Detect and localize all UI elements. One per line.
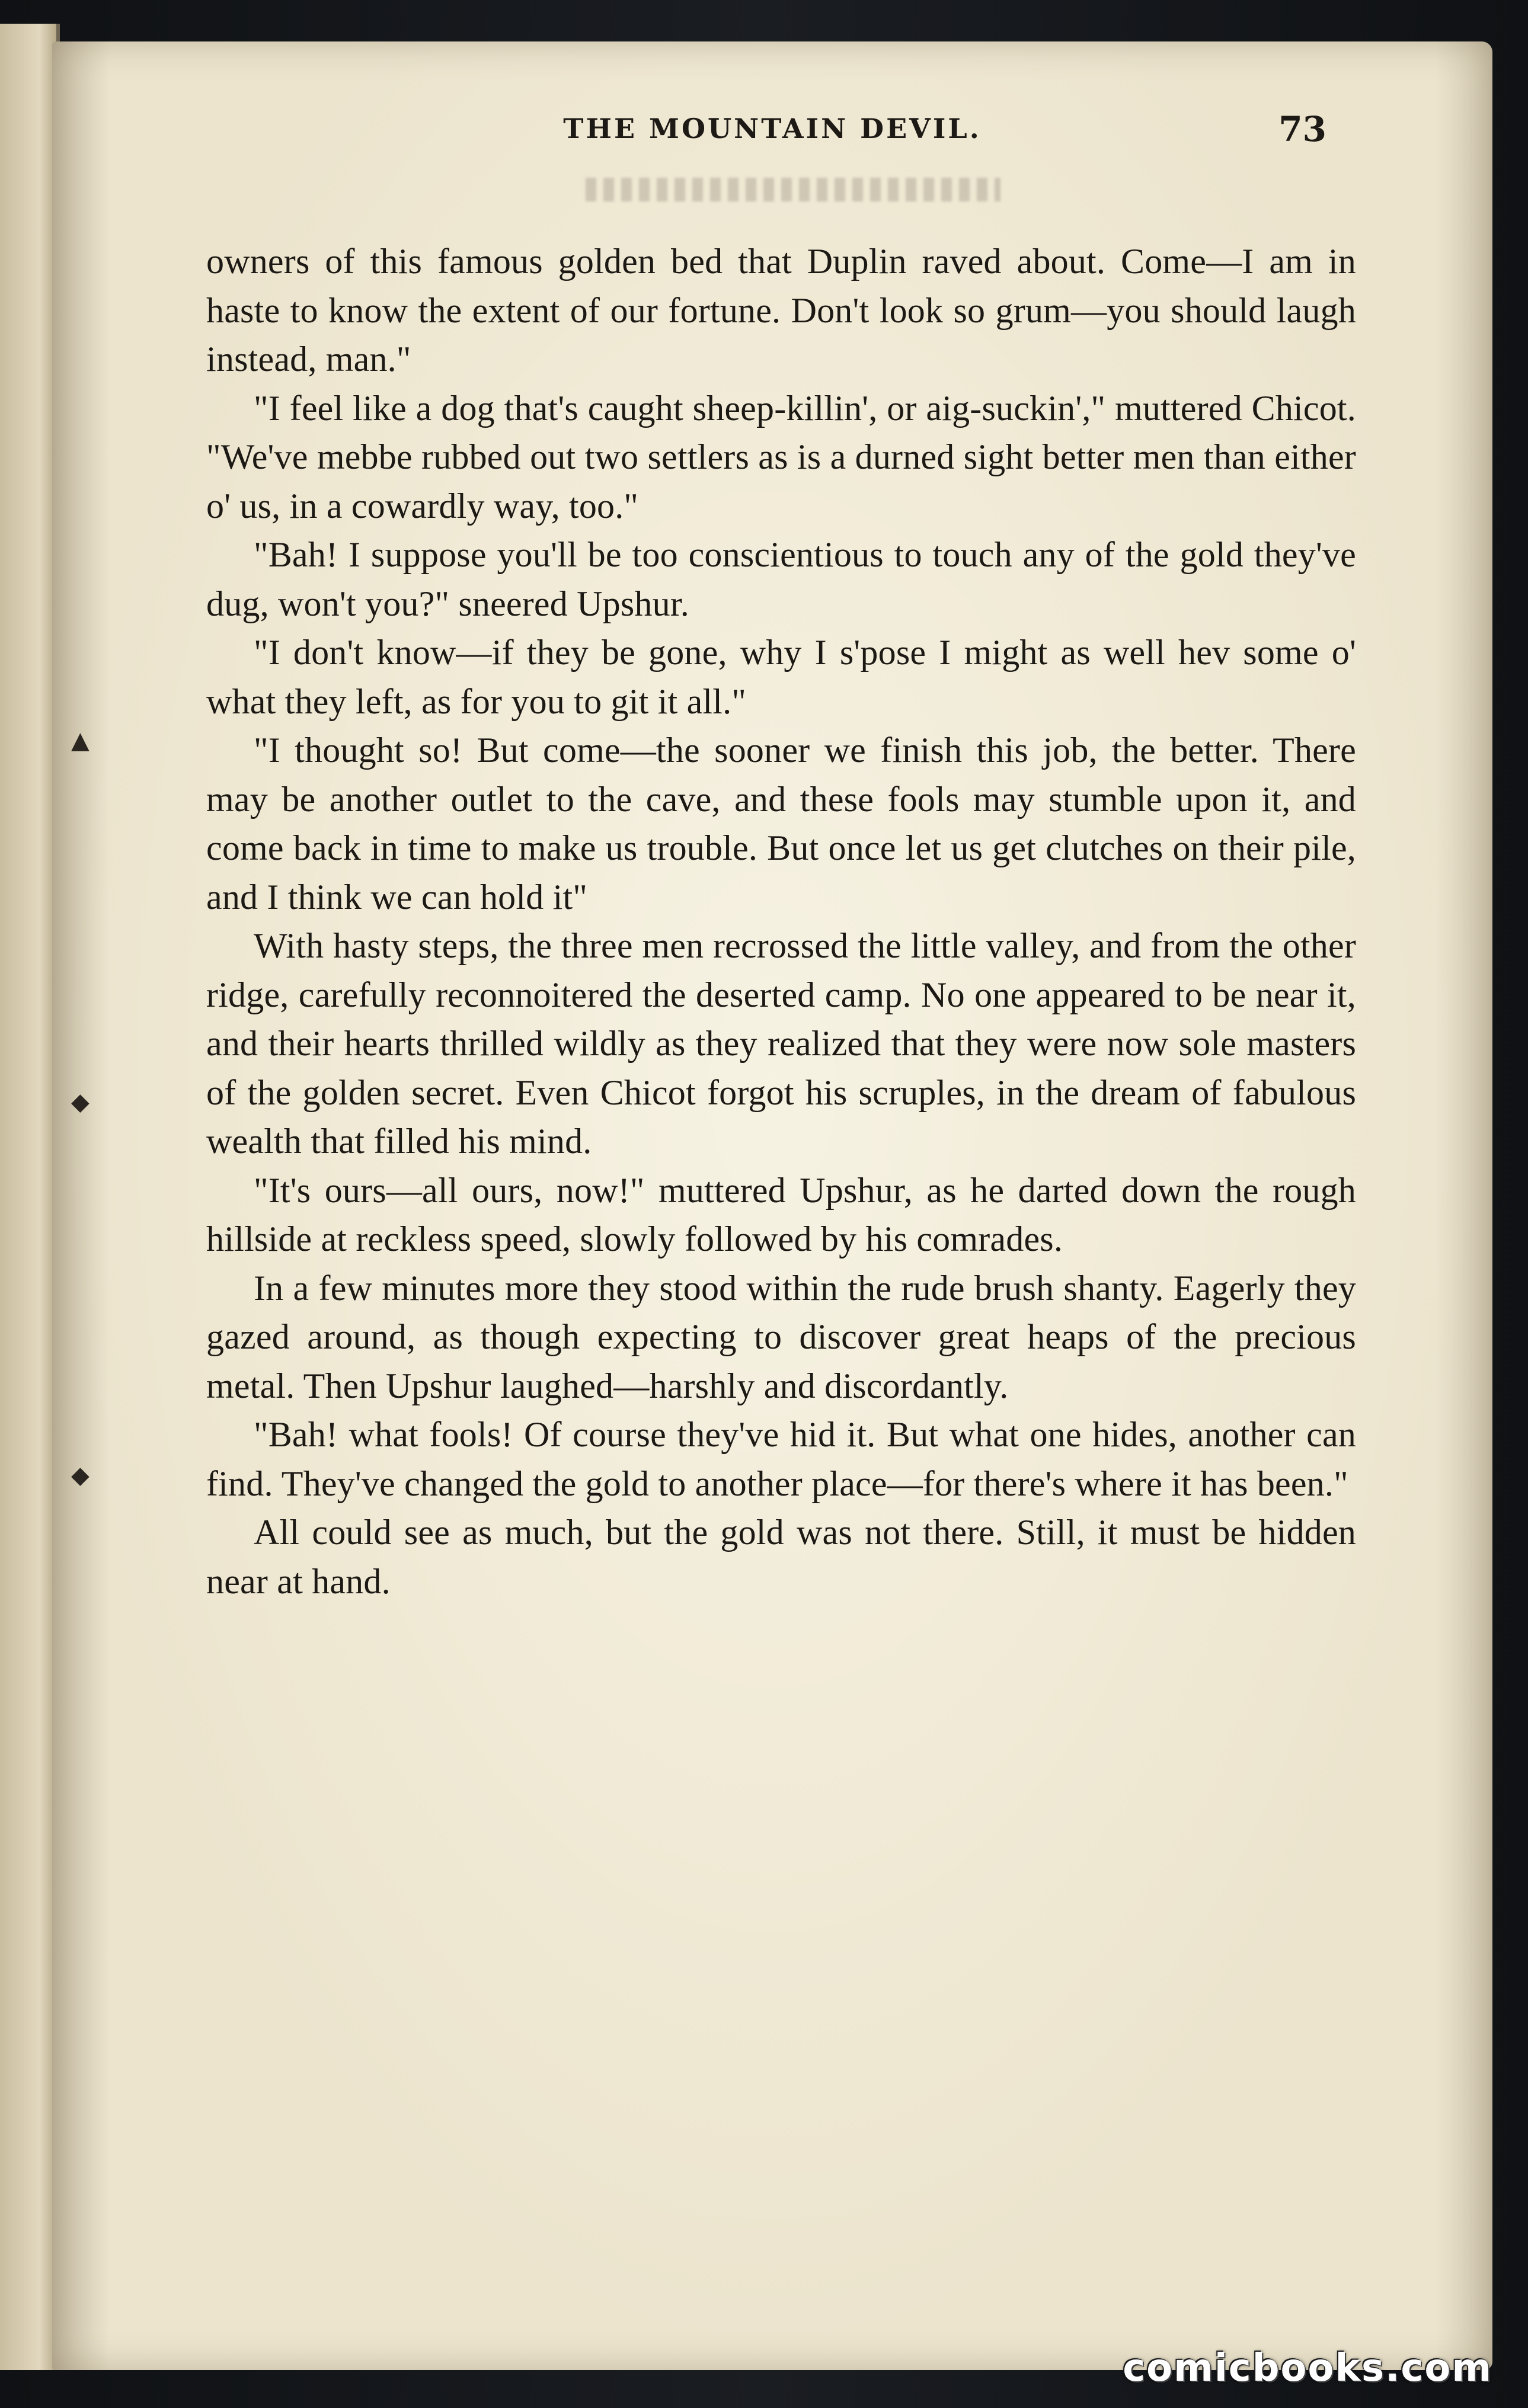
paragraph: "Bah! I suppose you'll be too conscientious to touch any of the gold they've dug, won't you?" sneered Upshur. bbox=[206, 535, 1356, 623]
paragraph: All could see as much, but the gold was not there. Still, it must be hidden near at hand. bbox=[206, 1513, 1356, 1601]
binding-thread-mark-icon: ▲ bbox=[71, 727, 89, 754]
page-body-text bbox=[206, 237, 1356, 1606]
page-header bbox=[52, 109, 1492, 172]
left-page-edge bbox=[0, 24, 60, 2370]
binding-thread-mark-icon: ◆ bbox=[71, 1462, 89, 1489]
paragraph: "It's ours—all ours, now!" muttered Upshur, as he darted down the rough hillside at reckless speed, slowly followed by his comrades. bbox=[206, 1170, 1356, 1259]
book-page bbox=[52, 41, 1492, 2370]
paragraph: "I feel like a dog that's caught sheep-killin', or aig-suckin'," muttered Chicot. "We've mebbe rubbed out two settlers as is a durned sight better men than either o' us, in a cowardly way, too." bbox=[206, 388, 1356, 526]
paragraph: With hasty steps, the three men recrossed the little valley, and from the other ridge, carefully reconnoitered the deserted camp. No one appeared to be near it, and their hearts thrilled wildly as they realized that they were now sole masters of the golden secret. Even Chicot forgot his scruples, in the dream of fabulous wealth that filled his mind. bbox=[206, 926, 1356, 1161]
paragraph: "I thought so! But come—the sooner we finish this job, the better. There may be another outlet to the cave, and these fools may stumble upon it, and come back in time to make us trouble. But once let us get clutches on their pile, and I think we can hold it" bbox=[206, 731, 1356, 917]
page-number: 73 bbox=[1278, 109, 1326, 149]
paragraph: owners of this famous golden bed that Duplin raved about. Come—I am in haste to know the extent of our fortune. Don't look so grum—you should laugh instead, man." bbox=[206, 242, 1356, 379]
paragraph: "I don't know—if they be gone, why I s'pose I might as well hev some o' what they left, as for you to git it all." bbox=[206, 633, 1356, 721]
ink-bleed-through bbox=[586, 178, 1000, 201]
paragraph: "Bah! what fools! Of course they've hid it. But what one hides, another can find. They've changed the gold to another place—for there's where it has been." bbox=[206, 1415, 1356, 1503]
running-head: THE MOUNTAIN DEVIL. bbox=[563, 113, 982, 145]
paragraph: In a few minutes more they stood within the rude brush shanty. Eagerly they gazed around, as though expecting to discover great heaps of the precious metal. Then Upshur laughed—harshly and discordantly. bbox=[206, 1268, 1356, 1405]
watermark-logo: comicbooks.com bbox=[1123, 2346, 1492, 2390]
binding-thread-mark-icon: ◆ bbox=[71, 1088, 89, 1116]
